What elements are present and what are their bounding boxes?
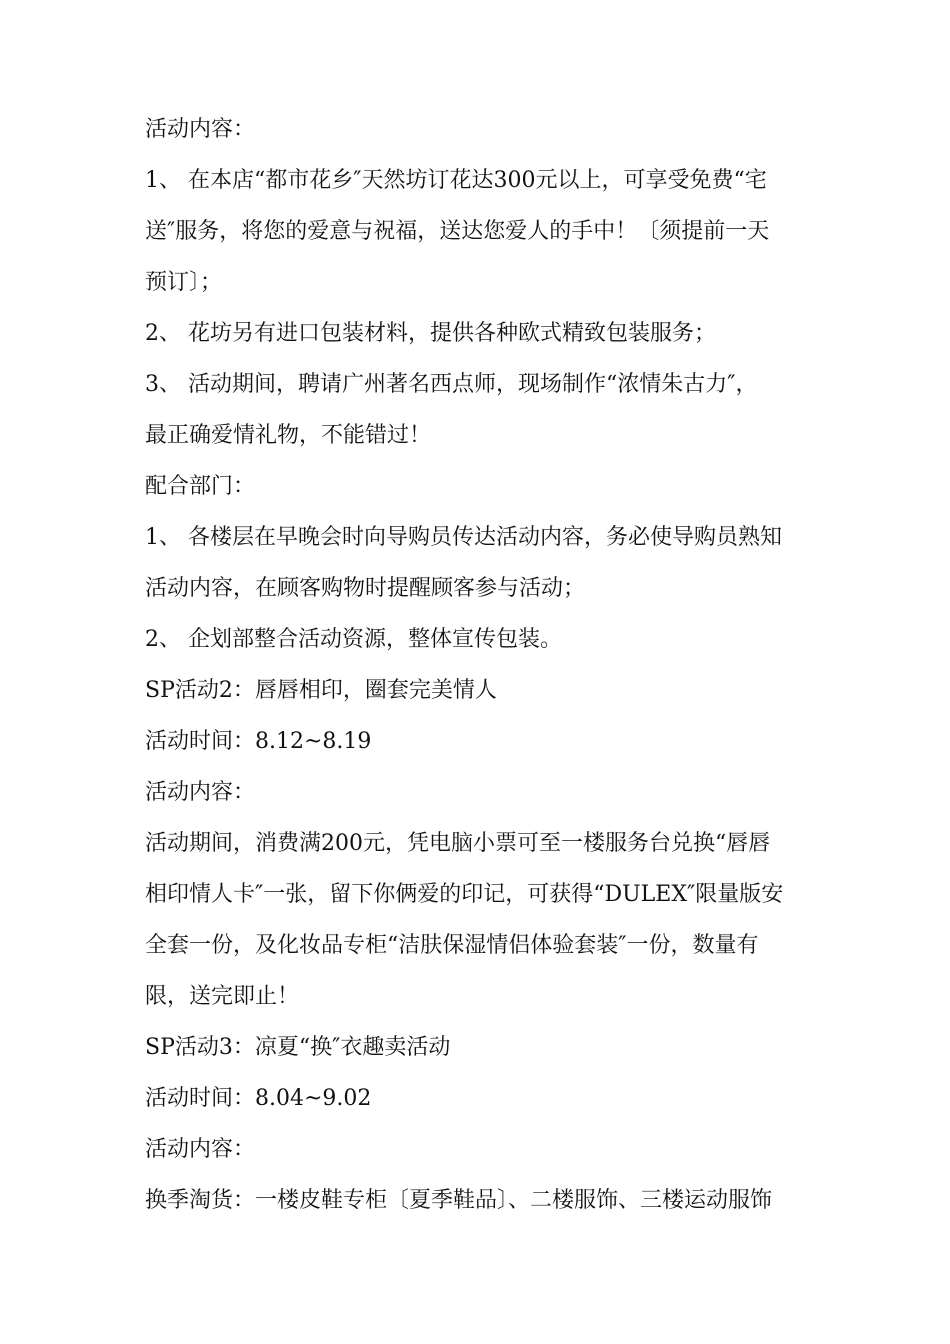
text-line: 相印情人卡″一张，留下你俩爱的印记，可获得“DULEX″限量版安 xyxy=(145,882,784,907)
text-line: 2、 企划部整合活动资源，整体宣传包装。 xyxy=(145,627,562,652)
text-line: 3、 活动期间，聘请广州著名西点师，现场制作“浓情朱古力″， xyxy=(145,372,758,397)
text-line: 活动期间，消费满200元，凭电脑小票可至一楼服务台兑换“唇唇 xyxy=(145,831,771,856)
text-line: 预订〕； xyxy=(145,270,223,295)
section-heading-sp-activity-2: SP活动2：唇唇相印，圈套完美情人 xyxy=(145,678,497,703)
section-heading-activity-content: 活动内容： xyxy=(145,1137,256,1162)
text-line: 限，送完即止！ xyxy=(145,984,300,1009)
text-line: 活动内容，在顾客购物时提醒顾客参与活动； xyxy=(145,576,586,601)
activity-time: 活动时间：8.04~9.02 xyxy=(145,1086,372,1111)
section-heading-activity-content: 活动内容： xyxy=(145,117,256,142)
text-line: 送″服务，将您的爱意与祝福，送达您爱人的手中！〔须提前一天 xyxy=(145,219,770,244)
section-heading-activity-content: 活动内容： xyxy=(145,780,256,805)
text-line: 2、 花坊另有进口包装材料，提供各种欧式精致包装服务； xyxy=(145,321,716,346)
text-line: 换季淘货：一楼皮鞋专柜〔夏季鞋品〕、二楼服饰、三楼运动服饰 xyxy=(145,1188,773,1213)
text-line: 1、 各楼层在早晚会时向导购员传达活动内容，务必使导购员熟知 xyxy=(145,525,782,550)
section-heading-departments: 配合部门： xyxy=(145,474,256,499)
section-heading-sp-activity-3: SP活动3：凉夏“换″衣趣卖活动 xyxy=(145,1035,451,1060)
document-body xyxy=(145,104,810,1226)
text-line: 1、 在本店“都市花乡″天然坊订花达300元以上，可享受免费“宅 xyxy=(145,168,767,193)
activity-time: 活动时间：8.12~8.19 xyxy=(145,729,372,754)
text-line: 全套一份，及化妆品专柜“洁肤保湿情侣体验套装″一份，数量有 xyxy=(145,933,759,958)
text-line: 最正确爱情礼物，不能错过！ xyxy=(145,423,432,448)
